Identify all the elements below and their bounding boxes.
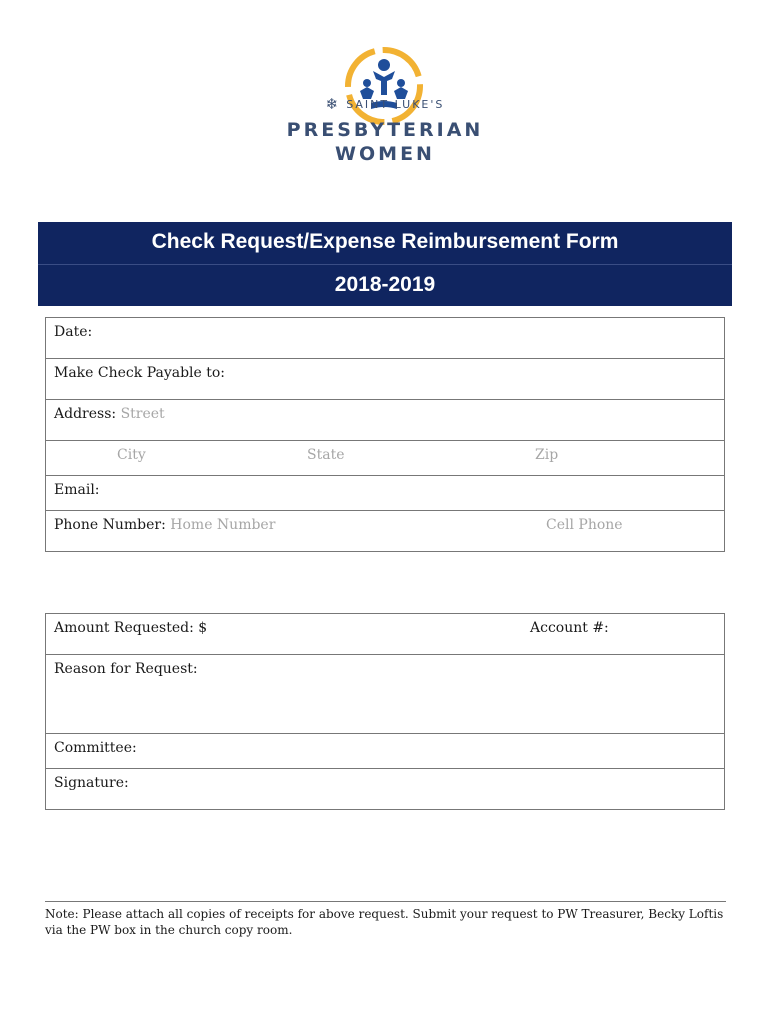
snowflake-icon: ❄ bbox=[325, 95, 341, 113]
form-title-banner bbox=[38, 222, 732, 306]
amount-field[interactable] bbox=[46, 614, 724, 655]
request-table bbox=[45, 613, 725, 810]
payable-label: Make Check Payable to: bbox=[54, 365, 226, 381]
signature-label: Signature: bbox=[54, 775, 129, 791]
form-year: 2018-2019 bbox=[334, 273, 436, 296]
state-placeholder: State bbox=[307, 447, 345, 463]
home-number-placeholder: Home Number bbox=[170, 517, 276, 533]
email-label: Email: bbox=[54, 482, 100, 498]
street-placeholder: Street bbox=[120, 406, 165, 422]
cell-phone-placeholder: Cell Phone bbox=[546, 517, 623, 533]
payable-field[interactable] bbox=[46, 359, 724, 400]
street-field[interactable] bbox=[46, 400, 724, 441]
reason-field[interactable] bbox=[46, 655, 724, 734]
city-state-zip-field[interactable] bbox=[46, 441, 724, 476]
address-label: Address: bbox=[54, 406, 117, 422]
date-field[interactable] bbox=[46, 318, 724, 359]
signature-field[interactable] bbox=[46, 769, 724, 809]
committee-field[interactable] bbox=[46, 734, 724, 769]
email-field[interactable] bbox=[46, 476, 724, 511]
amount-label: Amount Requested: $ bbox=[54, 620, 208, 636]
note-divider bbox=[45, 901, 726, 902]
org-name-line1: PRESBYTERIAN bbox=[286, 119, 484, 141]
city-placeholder: City bbox=[117, 447, 146, 463]
org-small-name bbox=[0, 95, 770, 113]
org-small-text: SAINT LUKE'S bbox=[346, 98, 445, 111]
footer-note: Note: Please attach all copies of receipts for above request. Submit your request to PW Treasurer, Becky Loftis via the PW box in the church copy room. bbox=[45, 907, 724, 937]
account-label: Account #: bbox=[530, 620, 609, 636]
zip-placeholder: Zip bbox=[535, 447, 559, 463]
payee-table bbox=[45, 317, 725, 552]
form-title: Check Request/Expense Reimbursement Form bbox=[38, 222, 732, 265]
pw-emblem-icon bbox=[343, 45, 425, 127]
reason-label: Reason for Request: bbox=[54, 661, 198, 677]
committee-label: Committee: bbox=[54, 740, 137, 756]
org-name-line2: WOMEN bbox=[335, 143, 435, 165]
phone-field[interactable] bbox=[46, 511, 724, 551]
phone-label: Phone Number: bbox=[54, 517, 166, 533]
date-label: Date: bbox=[54, 324, 93, 340]
